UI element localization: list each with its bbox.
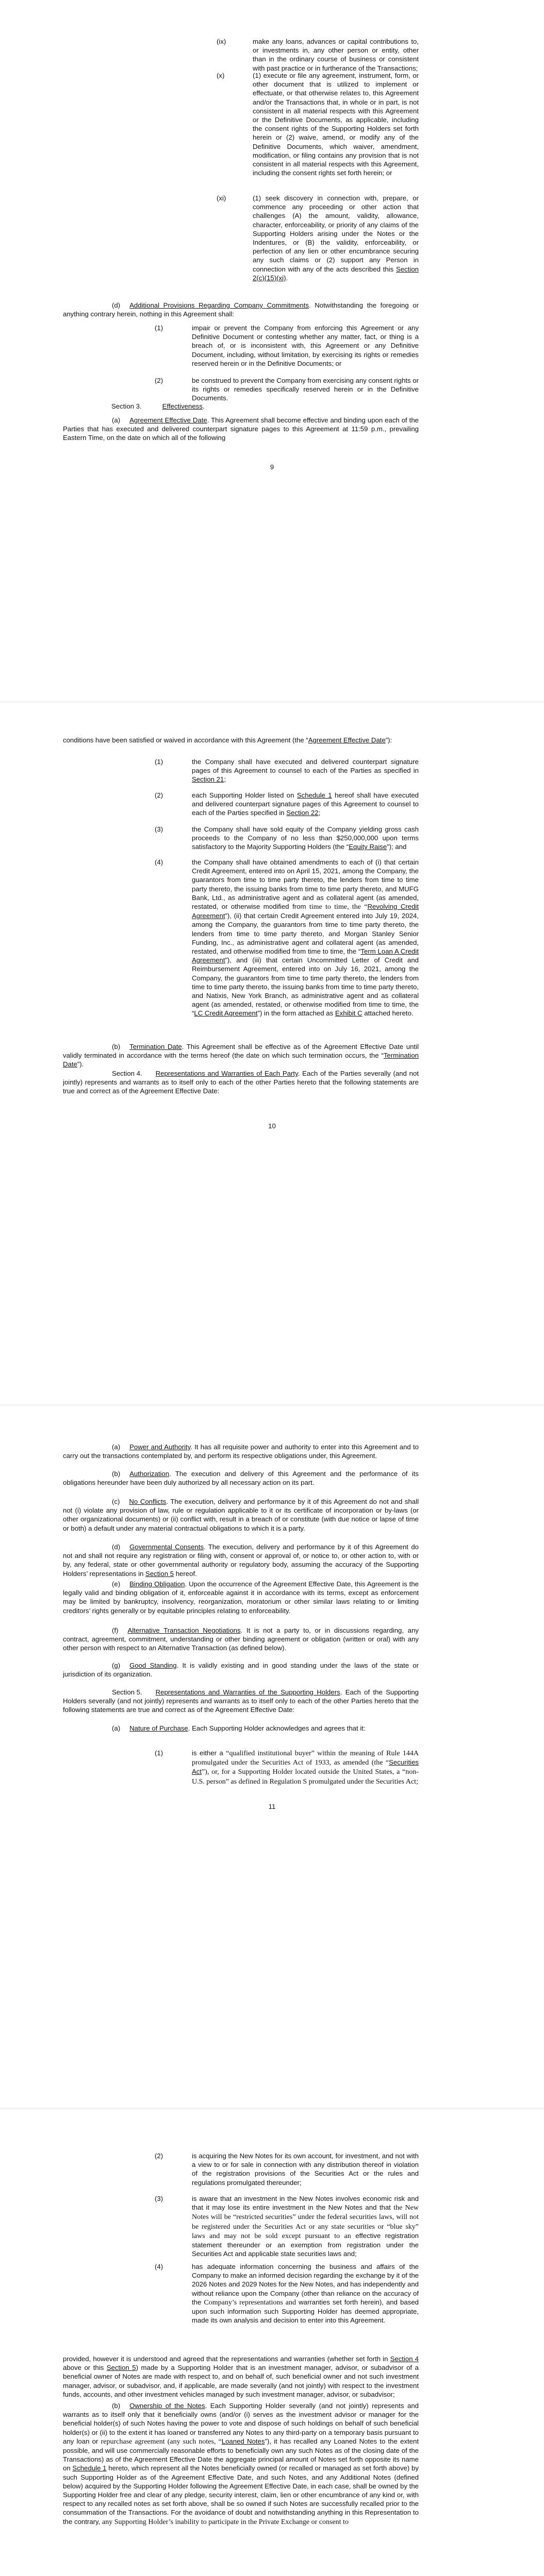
section-label: Section 5.	[112, 1688, 142, 1696]
paragraph-text: . Each Supporting Holder acknowledges and agrees that it:	[188, 1724, 366, 1732]
list-item-2	[155, 791, 419, 819]
paragraph-text: . It has all requisite power and authority to enter into this Agreement and to carry out the transactions contemplated by, and perform its respective obligations under, this Agreement.	[63, 1443, 419, 1460]
list-item-d2	[155, 376, 419, 402]
section-label: Section 4.	[112, 1070, 142, 1077]
defined-term: Termination Date	[63, 1052, 419, 1069]
defined-term: LC Credit Agreement	[194, 1009, 258, 1018]
list-item-xi	[217, 194, 419, 292]
section-3-heading: Section 3. Effectiveness.	[111, 402, 205, 410]
item-text-part: the Company shall have sold equity of the Company yielding gross cash proceeds to the Company of no less than $250,000,000 upon terms satisfactory to the Majority Supporting Holders (the “	[192, 825, 419, 851]
paragraph-text: . This Agreement shall become effective and binding upon each of the Parties that has executed and delivered counterpart signature pages to this Agreement at 11:59 p.m., prevailing Eastern Time, on the date on which all of the following	[63, 416, 419, 442]
defined-term: Revolving Credit Agreement	[192, 903, 419, 920]
section-label: Section 3.	[111, 402, 142, 410]
section-reference: Section 21	[192, 775, 224, 784]
paragraph-text: provided, however it is understood and agreed that the representations and warranties (whether set forth in	[63, 2355, 390, 2363]
paragraph-number: (g)	[112, 1662, 121, 1669]
paragraph-text: . The execution, delivery and performance by it of this Agreement do not and shall not require any registration or filing with, consent or approval of, or notice to, or other action to, with or by, any federal, state or other governmental authority or regulatory body, assuming the accuracy of the Supporting Holders’ representations in	[63, 1543, 419, 1578]
document-page-10	[0, 703, 544, 1404]
section-reference: Section 22	[286, 809, 319, 817]
paragraph-3a	[63, 416, 419, 443]
paragraph-number: (c)	[112, 1498, 120, 1505]
document-page-12	[0, 2110, 544, 2576]
item-text-part: attached hereto.	[362, 1009, 414, 1018]
paragraph-section-5	[63, 1688, 419, 1715]
paragraph-heading: Governmental Consents	[129, 1543, 204, 1551]
paragraph-heading: Binding Obligation	[129, 1580, 185, 1588]
section-title: Representations and Warranties of the Supporting Holders	[155, 1688, 340, 1696]
page-number: 11	[268, 1803, 276, 1810]
paragraph-4c	[63, 1497, 419, 1533]
paragraph-text: . The execution, delivery and performance by it of this Agreement do not and shall not (i) violate any provision of law, rule or regulation applicable to it or its certificate of incorporation or by-laws (or other organizational documents) or (ii) conflict with, result in a breach of or constitute (with due notice or lapse of time or both) a default under any material contractual obligations to which it is a party.	[63, 1498, 419, 1532]
item-number: (1)	[155, 1749, 163, 1757]
defined-term: Term Loan A Credit Agreement	[192, 947, 419, 964]
list-item-ix	[217, 37, 419, 72]
paragraph-number: (d)	[112, 1543, 121, 1551]
item-text	[192, 825, 419, 852]
item-text-part: warranties set forth herein), and based upon such information such Supporting Holder has deemed appropriate, made its own analysis and decision to enter into this Agreement.	[192, 2298, 419, 2325]
item-number: (1)	[155, 758, 163, 766]
paragraph-number: (f)	[112, 1626, 119, 1634]
paragraph-number: (a)	[112, 1724, 121, 1732]
paragraph-4d	[63, 1543, 419, 1578]
item-number: (3)	[155, 2195, 163, 2202]
paragraph-number: (d)	[112, 301, 121, 309]
paragraph-text: ”), it has recalled any Loaned Notes to the extent possible, and will use commercially reasonable efforts to beneficially own any such Notes as of the closing date of the Transactions) as of the Agreement Effective Date the aggregate principal amount of Notes set forth opposite its name on	[63, 2437, 419, 2472]
item-text	[253, 194, 419, 282]
item-text	[192, 858, 419, 1018]
paragraph-text: above or this	[63, 2364, 107, 2372]
section-reference: Section 5	[106, 2364, 136, 2372]
paragraph-4b	[63, 1469, 419, 1487]
item-text: make any loans, advances or capital contributions to, or investments in, any other person or entity, other than in the ordinary course of business or consistent with past practice or in furtherance of the Transactions;	[253, 38, 419, 72]
paragraph-text: ”).	[77, 1060, 84, 1069]
item-number: (2)	[155, 2152, 163, 2160]
paragraph-text: hereto, which represent all the Notes beneficially owned (or recalled or managed as set forth above) by such Supporting Holder as of the Agreement Effective Date, and such Notes, and any Additional Notes (defined below) acquired by the Supporting Holder following the Agreement Effective Date, in each case, shall be owned by the Supporting Holder free and clear of any pledge, security interest, claim, lien or other encumbrance of any kind or, with respect to any recalled notes as set forth above, shall be so owned if such Notes are successfully recalled prior to the consummation of the Transactions. For the avoidance of doubt and notwithstanding anything in this Representation to the contrary,	[63, 2464, 419, 2526]
list-item-5a4	[155, 2262, 419, 2345]
paragraph-text: hereof.	[174, 1569, 197, 1578]
paragraph-heading: Power and Authority	[129, 1443, 191, 1451]
paragraph-text: . Each Supporting Holder severally (and not jointly) represents and warrants as to itself only that it beneficially owns (and/or (i) serves as the investment advisor or manager for the beneficial holder(s) of such Notes having the power to vote and dispose of such holdings on behalf of such beneficial holder(s) or (ii) to the extent it has loaned or transferred any Notes to any third-party on a temporary basis pursuant to any loan or	[63, 2402, 419, 2445]
section-title: Representations and Warranties of Each Party	[155, 1070, 298, 1077]
defined-term: Equity Raise	[349, 843, 387, 851]
item-text-part: each Supporting Holder listed on	[192, 791, 297, 799]
paragraph-conditions-intro	[63, 736, 419, 744]
item-text-part: ”) in the form attached as	[257, 1009, 335, 1018]
defined-term: Securities Act	[192, 1758, 419, 1776]
paragraph-proviso	[63, 2354, 419, 2399]
item-text-part: .	[286, 274, 288, 282]
section-reference: Section 4	[390, 2355, 419, 2363]
paragraph-text: . Each of the Parties severally (and not jointly) represents and warrants as to itself only to each of the other Parties hereto that the following statements are true and correct as of the Agreement Effective Date:	[63, 1070, 419, 1095]
paragraph-heading: Nature of Purchase	[129, 1724, 188, 1732]
item-text-part: the Company shall have obtained amendments to each of (i) that certain Credit Agreement, entered into on April 15, 2021, among the Company, the guarantors from time to time party thereto, the lenders from time to time party thereto, the issuing banks from time to time party thereto, and MUFG Bank, Ltd., as administrative agent and as collateral agent (as amended, restated, or otherwise modified from	[192, 858, 419, 911]
defined-term: Agreement Effective Date	[308, 736, 386, 744]
item-text	[192, 1749, 419, 1786]
item-text: is acquiring the New Notes for its own account, for investment, and not with a view to or for sale in connection with any distribution thereof in violation of the registration provisions of the Securities Act or the rules and regulations promulgated thereunder;	[192, 2152, 419, 2187]
paragraph-5b	[63, 2401, 419, 2527]
paragraph-text: . It is not a party to, or in discussions regarding, any contract, agreement, commitment, understanding or other binding agreement or obligation (written or oral) with any other person with respect to an Alternative Transaction (as defined below).	[63, 1626, 419, 1652]
item-text-part: the Company shall have executed and delivered counterpart signature pages of this Agreement to counsel to each of the Parties as specified in	[192, 758, 419, 775]
paragraph-number: (e)	[112, 1580, 121, 1588]
item-text	[192, 2262, 419, 2325]
list-item-1	[155, 757, 419, 786]
paragraph-number: (b)	[112, 2402, 121, 2410]
list-item-5a1	[155, 1749, 419, 1786]
paragraph-text: . It is validly existing and in good standing under the laws of the state or jurisdiction of its organization.	[63, 1662, 419, 1679]
paragraph-heading: Termination Date	[129, 1043, 182, 1050]
paragraph-text: . Notwithstanding the foregoing or anything contrary herein, nothing in this Agreement shall:	[63, 301, 419, 318]
item-text-part: ”), and (iii) that certain Uncommitted Letter of Credit and Reimbursement Agreement, entered into on July 16, 2021, among the Company, the guarantors from time to time party thereto, the lenders from time to time party thereto, the issuing banks from time to time party thereto, and Natixis, New York Branch, as administrative agent and as collateral agent (as amended, restated, or otherwise modified from time to time, the “	[192, 956, 419, 1018]
paragraph-heading: No Conflicts	[129, 1498, 167, 1505]
paragraph-heading: Additional Provisions Regarding Company Commitments	[129, 301, 309, 309]
item-text	[192, 2194, 419, 2258]
section-reference: Section 2(c)(15)(xi)	[253, 265, 419, 282]
paragraph-2d	[63, 301, 419, 318]
document-page-11	[0, 1406, 544, 2107]
paragraph-heading: Good Standing	[129, 1662, 177, 1669]
paragraph-section-4	[63, 1069, 419, 1096]
item-text	[192, 757, 419, 784]
item-text: be construed to prevent the Company from exercising any consent rights or its rights or remedies specifically reserved herein or in the Definitive Documents.	[192, 377, 419, 402]
item-number: (ix)	[217, 38, 226, 45]
item-text-part: time to time, the “	[309, 903, 368, 911]
paragraph-heading: Alternative Transaction Negotiations	[127, 1626, 241, 1634]
item-text-part: ”); and	[387, 843, 407, 851]
paragraph-text: any Supporting Holder’s inability to participate in the Private Exchange or consent to	[102, 2518, 349, 2526]
paragraph-number: (b)	[112, 1043, 121, 1050]
item-text-part: ;	[224, 775, 226, 784]
item-text-part: is aware that an investment in the New Notes involves economic risk and that it may lose its entire investment in the New Notes and that	[192, 2195, 419, 2212]
page-number: 10	[268, 1122, 276, 1130]
section-reference: Section 5	[145, 1569, 174, 1578]
item-text: (1) execute or file any agreement, instrument, form, or other document that is utilized to implement or effectuate, or that otherwise relates to, this Agreement and/or the Transactions that, in whole or in part, is not consistent in all material respects with this Agreement or the Definitive Documents, as applicable, including the consent rights of the Supporting Holders set forth herein or (2) waive, amend, or modify any of the Definitive Documents, which waiver, amendment, modification, or filing contains any provision that is not consistent in all material respects with this Agreement, including the consent rights set forth herein; or	[253, 72, 419, 177]
item-text	[192, 791, 419, 818]
item-text: impair or prevent the Company from enforcing this Agreement or any Definitive Document or contesting whether any matter, fact, or thing is a breach of, or is inconsistent with, this Agreement or any Definitive Document, including, without limitation, by exercising its rights or remedies reserved herein or in the Definitive Documents; or	[192, 324, 419, 367]
paragraph-text: repurchase agreement (any such notes, “	[101, 2437, 222, 2446]
paragraph-3b	[63, 1042, 419, 1069]
page-number: 9	[270, 463, 274, 471]
item-text-part: is either a	[192, 1749, 226, 1757]
item-text-part: ”), or, for a Supporting Holder located outside the United States, a “non-U.S. person” as defined in Regulation S promulgated under the Securities Act;	[192, 1768, 419, 1786]
paragraph-text: . This Agreement shall be effective as of the Agreement Effective Date until validly terminated in accordance with the terms hereof (the date on which such termination occurs, the “	[63, 1043, 419, 1060]
paragraph-text: ”):	[385, 736, 392, 744]
list-item-4	[155, 858, 419, 1036]
paragraph-4f	[63, 1626, 419, 1653]
item-number: (1)	[155, 324, 163, 332]
item-text-part: ”), (ii) that certain Credit Agreement entered into July 19, 2024, among the Company, the guarantors from time to time party thereto, the lenders from time to time party thereto, and Morgan Stanley Senior Funding, Inc., as administrative agent and collateral agent (as amended, restated, and otherwise modified from time to time, the “	[192, 912, 419, 956]
item-text-part: hereof shall have executed and delivered counterpart signature pages of this Agreement to counsel to each of the Parties specified in	[192, 791, 419, 817]
section-title: Effectiveness	[162, 402, 203, 410]
paragraph-4e	[63, 1580, 419, 1615]
document-page-9	[0, 0, 544, 701]
paragraph-heading: Authorization	[129, 1470, 170, 1478]
item-text-part: Company’s representations and	[204, 2298, 296, 2307]
item-text-part: (1) seek discovery in connection with, prepare, or commence any proceeding or other action that challenges (A) the amount, validity, allowance, character, enforceability, or priority of any claims of the Supporting Holders arising under the Notes or the Indentures, or (B) the validity, enforceability, or perfection of any lien or other encumbrance securing any such claims or (2) support any Person in connection with any of the acts described this	[253, 194, 419, 273]
paragraph-text: ) made by a Supporting Holder that is an investment manager, advisor, or subadvisor of a beneficial owner of Notes are made with respect to, and on behalf of, such beneficial owner and not such investment manager, advisor, or subadvisor, and, if applicable, are made severally (and not jointly) with respect to the investment funds, accounts, and other investment vehicles managed by such investment manager, advisor, or subadvisor;	[63, 2364, 419, 2398]
item-text-part: has adequate information concerning the business and affairs of the Company to make an informed decision regarding the exchange by it of the 2026 Notes and 2029 Notes for the New Notes, and has independently and without reliance upon the Company (other than reliance on the accuracy of the	[192, 2263, 419, 2306]
paragraph-heading: Ownership of the Notes	[129, 2402, 205, 2410]
item-number: (x)	[217, 72, 225, 79]
exhibit-reference: Exhibit C	[335, 1009, 362, 1018]
list-item-5a2	[155, 2151, 419, 2189]
paragraph-text: . Upon the occurrence of the Agreement Effective Date, this Agreement is the legally valid and binding obligation of it, enforceable against it in accordance with its terms, except as enforcement may be limited by bankruptcy, insolvency, reorganization, moratorium or other similar laws relating to or limiting creditors’ rights generally or by equitable principles relating to enforceability.	[63, 1580, 419, 1615]
item-text-part: “qualified institutional buyer” within the meaning of Rule 144A promulgated under the Securities Act of 1933, as amended (the “	[192, 1750, 419, 1767]
paragraph-number: (b)	[112, 1470, 121, 1478]
paragraph-text: conditions have been satisfied or waived in accordance with this Agreement (the “	[63, 736, 308, 744]
paragraph-text: . Each of the Supporting Holders severally (and not jointly) represents and warrants as to itself only to each of the other Parties hereto that the following statements are true and correct as of the Agreement Effective Date:	[63, 1688, 419, 1714]
paragraph-4a	[63, 1443, 419, 1460]
list-item-d1	[155, 324, 419, 370]
schedule-reference: Schedule 1	[72, 2464, 107, 2472]
item-number: (4)	[155, 2263, 163, 2270]
item-text-part: ;	[318, 809, 321, 817]
schedule-reference: Schedule 1	[296, 791, 332, 799]
list-item-x	[217, 71, 419, 187]
item-text-part: effective registration statement thereunder or an exemption from registration under the Securities Act and applicable state securities laws and;	[192, 2231, 419, 2258]
item-text-part: the New Notes will be “restricted securities” under the federal securities laws, will not be registered under the Securities Act or any state securities or “blue sky” laws and may not be sold except pursuant to an	[192, 2204, 419, 2240]
item-number: (4)	[155, 858, 163, 866]
paragraph-number: (a)	[112, 1443, 121, 1451]
item-number: (xi)	[217, 194, 226, 202]
paragraph-5a	[63, 1724, 419, 1733]
paragraph-number: (a)	[112, 416, 121, 424]
item-number: (2)	[155, 791, 163, 799]
item-number: (3)	[155, 825, 163, 833]
item-number: (2)	[155, 377, 163, 384]
list-item-3	[155, 825, 419, 853]
paragraph-4g	[63, 1661, 419, 1679]
defined-term: Loaned Notes	[221, 2437, 265, 2445]
paragraph-text: . The execution and delivery of this Agreement and the performance of its obligations hereunder have been duly authorized by all necessary action on its part.	[63, 1470, 419, 1487]
paragraph-heading: Agreement Effective Date	[129, 416, 207, 424]
list-item-5a3	[155, 2194, 419, 2258]
